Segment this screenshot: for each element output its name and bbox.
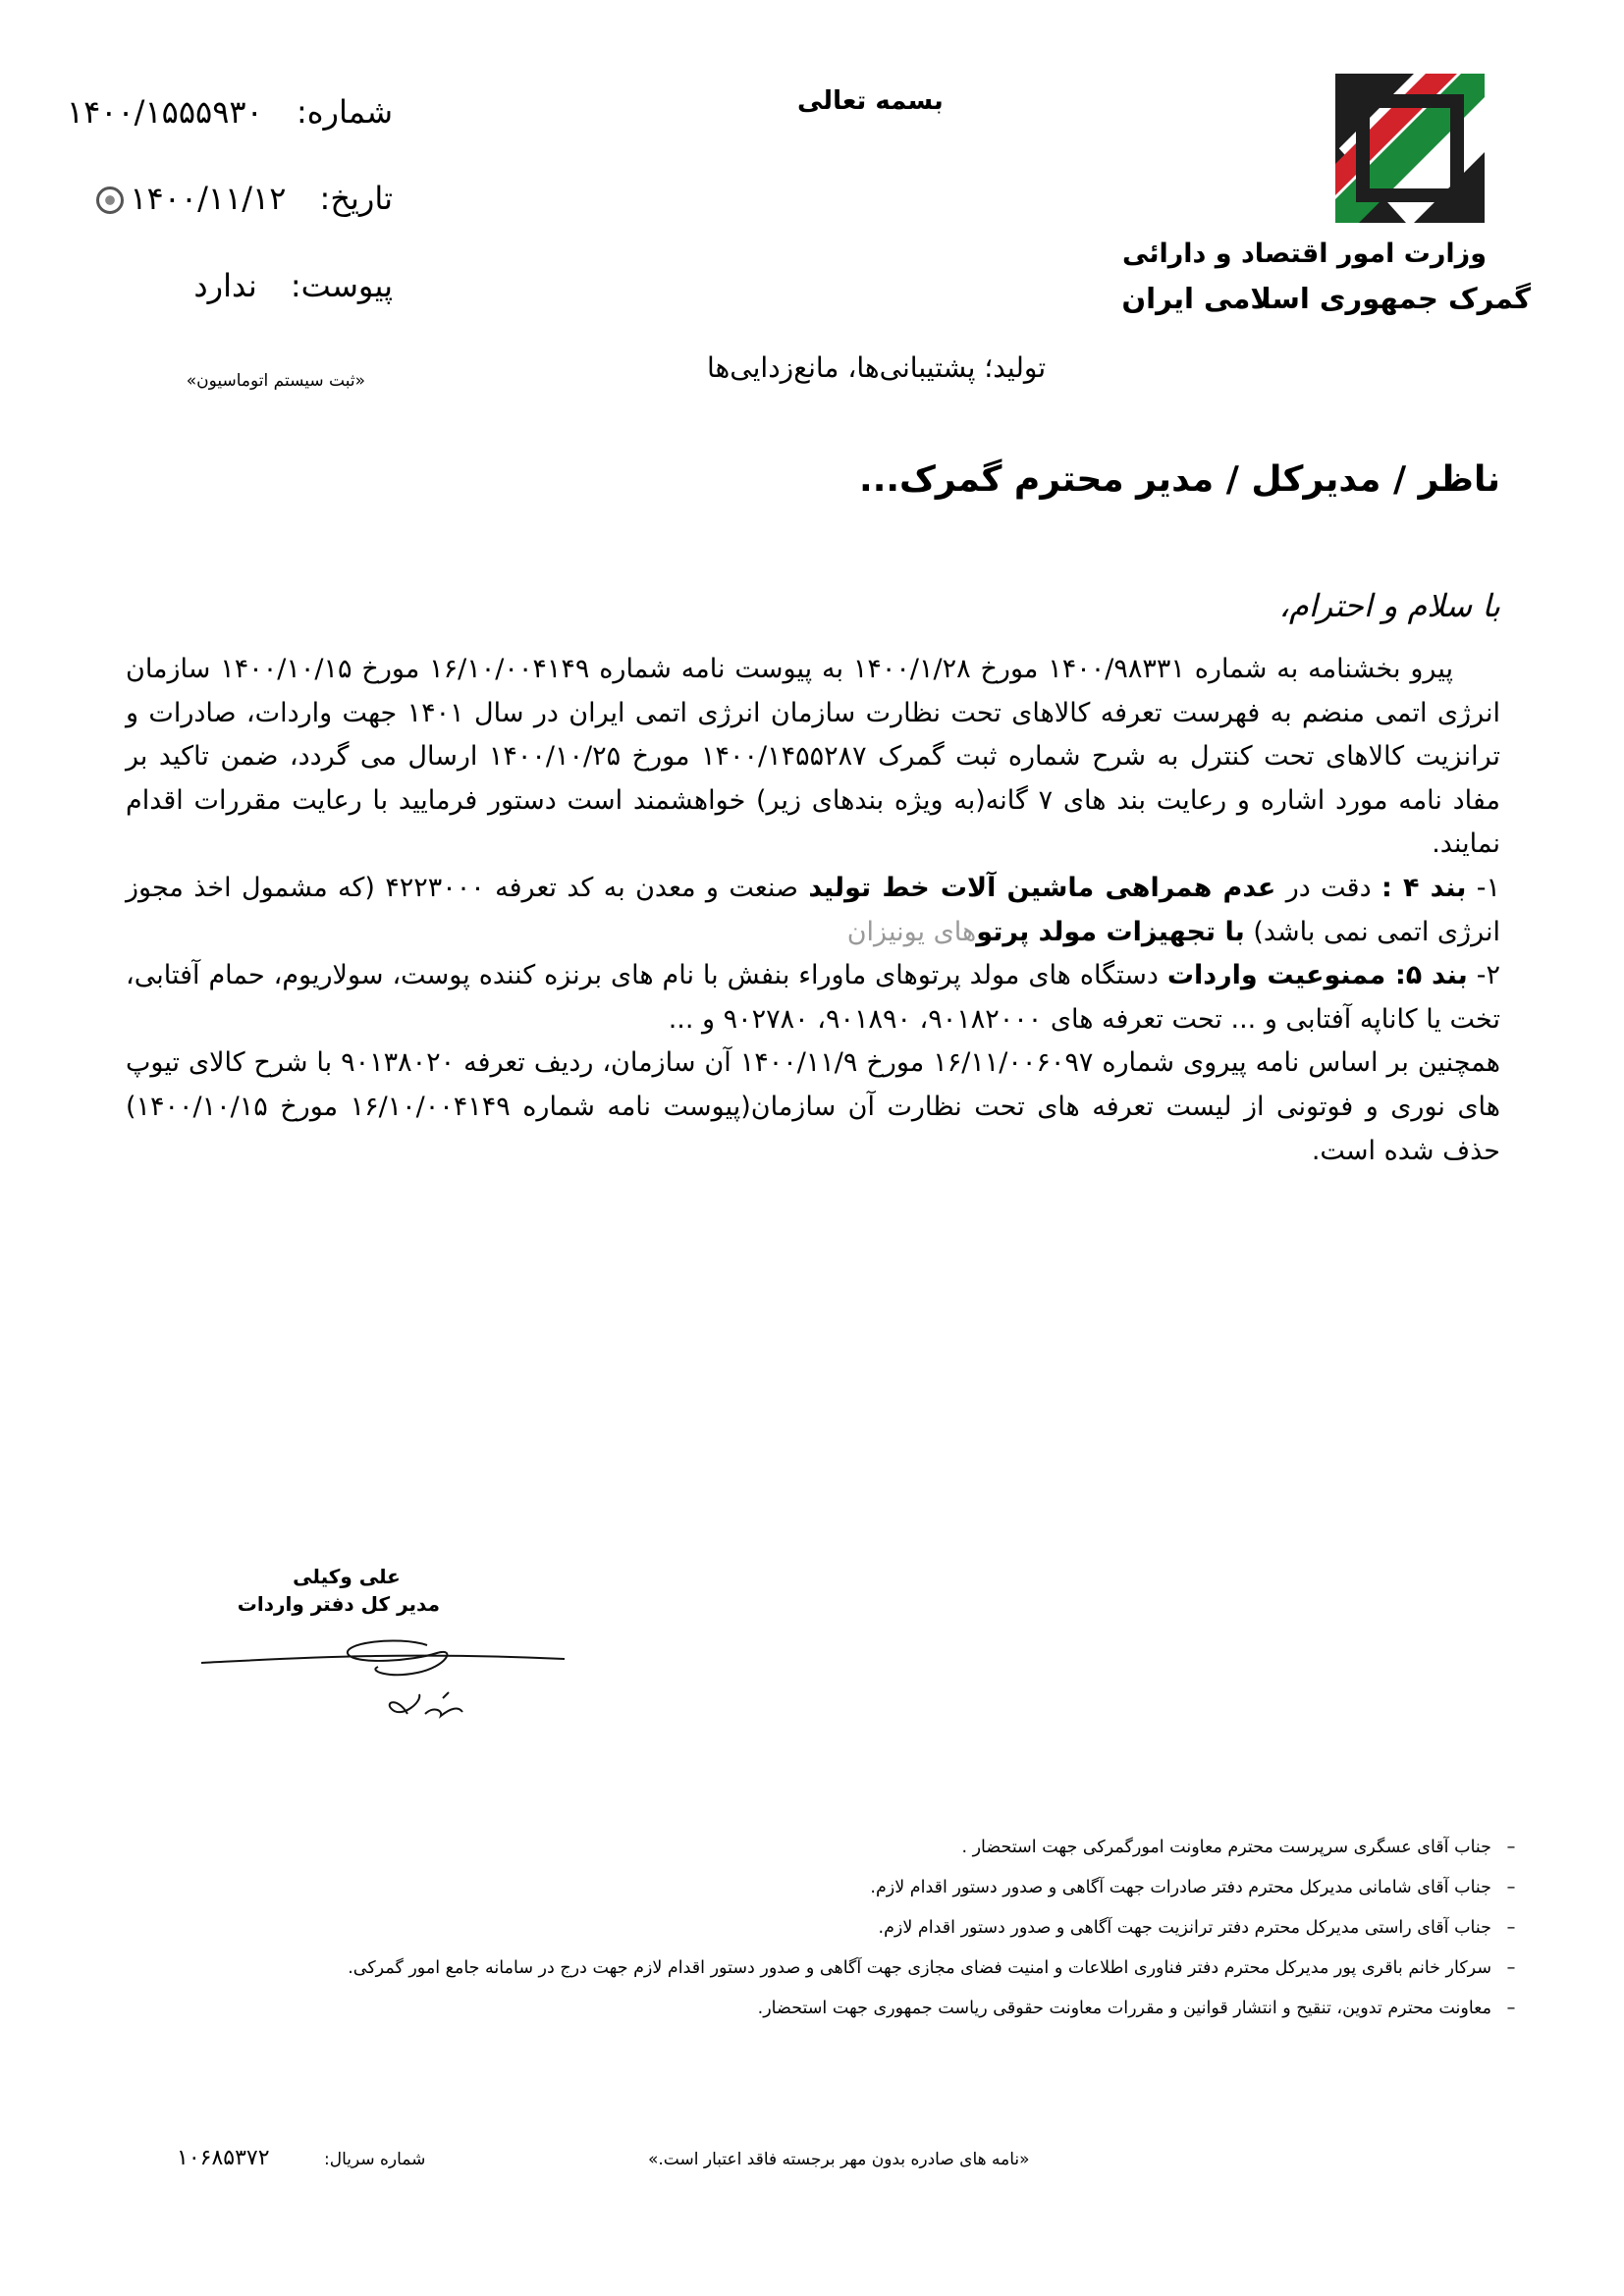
customs-emblem-icon — [1335, 74, 1485, 223]
item-1-emphasis-a: عدم همراهی ماشین آلات خط تولید — [808, 872, 1276, 903]
item-1-faded-text: های یونیزان — [846, 916, 977, 947]
cc-text: معاونت محترم تدوین، تنقیح و انتشار قوانین و مقررات معاونت حقوقی ریاست جمهوری جهت استحضار. — [757, 1999, 1491, 2018]
cc-text: جناب آقای راستی مدیرکل محترم دفتر ترانزیت جهت آگاهی و صدور دستور اقدام لازم. — [878, 1918, 1491, 1938]
cc-item — [156, 1868, 1531, 1908]
cc-text: سرکار خانم باقری پور مدیرکل محترم دفتر فناوری اطلاعات و امنیت فضای مجازی جهت آگاهی و صدور دستور اقدام لازم جهت درج در سامانه جامع امور گمرکی. — [348, 1958, 1491, 1978]
cc-dash: – — [1506, 1918, 1516, 1938]
letter-attachment — [193, 267, 393, 304]
item-2-number: ۲- — [1467, 960, 1500, 991]
cc-dash: – — [1506, 1958, 1516, 1978]
letter-date-value: ۱۴۰۰/۱۱/۱۲ — [130, 180, 287, 217]
item-1-label: بند ۴ : — [1380, 872, 1467, 903]
serial-number: ۱۰۶۸۵۳۷۲ — [177, 2146, 270, 2170]
subject-line: تولید؛ پشتیبانی‌ها، مانع‌زدایی‌ها — [707, 351, 1047, 384]
item-1-text-b: صنعت و معدن به کد تعرفه ۴۲۲۳۰۰۰ (که مشمول اخذ مجوز انرژی اتمی نمی باشد) — [126, 872, 1500, 947]
body-item-1 — [126, 867, 1500, 954]
organization-name: گمرک جمهوری اسلامی ایران — [1121, 282, 1531, 315]
greeting: با سلام و احترام، — [1278, 587, 1500, 624]
item-2-text: دستگاه های مولد پرتوهای ماوراء بنفش با نام های برنزه کننده پوست، سولاریوم، حمام آفتابی، تخت یا کاناپه آفتابی و ... تحت تعرفه های ۹۰۱۸۲۰۰۰، ۹۰۱۸۹۰، ۹۰۲۷۸۰ و ... — [126, 960, 1500, 1035]
body-item-2 — [126, 954, 1500, 1041]
addressee: ناظر / مدیرکل / مدیر محترم گمرک... — [859, 459, 1500, 500]
item-1-text-a: دقت در — [1275, 872, 1381, 903]
cc-dash: – — [1506, 1999, 1516, 2018]
letter-number-value: ۱۴۰۰/۱۵۵۵۹۳۰ — [66, 93, 263, 131]
letter-number-label: شماره: — [296, 93, 393, 131]
body-closing: همچنین بر اساس نامه پیروی شماره ۱۶/۱۱/۰۰۶۰۹۷ مورخ ۱۴۰۰/۱۱/۹ آن سازمان، ردیف تعرفه ۹۰۱۳۸۰۲۰ با شرح کالای تیوپ های نوری و فوتونی از لیست تعرفه های تحت نظارت آن سازمان(پیوست نامه شماره ۱۶/۱۰/۰۰۴۱۴۹ مورخ ۱۴۰۰/۱۰/۱۵) حذف شده است. — [126, 1047, 1500, 1166]
letter-body — [126, 648, 1500, 1173]
letter-date-label: تاریخ: — [319, 180, 393, 217]
registration-note: «ثبت سیستم اتوماسیون» — [186, 371, 365, 391]
serial-label: شماره سریال: — [324, 2150, 426, 2169]
stamp-dot-icon — [96, 187, 124, 214]
handwritten-signature — [201, 1637, 565, 1726]
cc-dash: – — [1506, 1878, 1516, 1897]
attachment-value: ندارد — [193, 267, 257, 304]
invocation: بسمه تعالی — [797, 86, 944, 116]
attachment-label: پیوست: — [290, 267, 393, 304]
signer-title: مدیر کل دفتر واردات — [237, 1592, 440, 1616]
letter-number — [67, 93, 393, 131]
cc-item — [156, 1908, 1531, 1949]
letter-date — [96, 180, 393, 217]
cc-item — [156, 1989, 1531, 2029]
cc-item — [156, 1949, 1531, 1989]
ministry-name: وزارت امور اقتصاد و دارائی — [1122, 239, 1487, 269]
body-intro: پیرو بخشنامه به شماره ۱۴۰۰/۹۸۳۳۱ مورخ ۱۴۰۰/۱/۲۸ به پیوست نامه شماره ۱۶/۱۰/۰۰۴۱۴۹ مورخ ۱۴۰۰/۱۰/۱۵ سازمان انرژی اتمی منضم به فهرست تعرفه کالاهای تحت نظارت سازمان انرژی اتمی ایران در سال ۱۴۰۱ جهت واردات، صادرات و ترانزیت کالاهای تحت کنترل به شرح شماره ثبت گمرک ۱۴۰۰/۱۴۵۵۲۸۷ مورخ ۱۴۰۰/۱۰/۲۵ ارسال می گردد، ضمن تاکید بر مفاد نامه مورد اشاره و رعایت بند های ۷ گانه(به ویژه بندهای زیر) خواهشمند است دستور فرمایید با رعایت مقررات اقدام نمایند. — [126, 654, 1501, 860]
cc-text: جناب آقای شامانی مدیرکل محترم دفتر صادرات جهت آگاهی و صدور دستور اقدام لازم. — [870, 1878, 1491, 1897]
validity-note: «نامه های صادره بدون مهر برجسته فاقد اعتبار است.» — [648, 2150, 1030, 2169]
cc-item — [156, 1828, 1531, 1868]
copy-recipients — [156, 1828, 1531, 2029]
signer-name: علی وکیلی — [293, 1565, 401, 1588]
signer-block — [237, 1563, 440, 1618]
cc-text: جناب آقای عسگری سرپرست محترم معاونت امورگمرکی جهت استحضار . — [961, 1838, 1491, 1857]
item-2-label: بند ۵: ممنوعیت واردات — [1166, 960, 1468, 991]
cc-dash: – — [1506, 1838, 1516, 1857]
item-1-number: ۱- — [1466, 872, 1500, 903]
item-1-emphasis-b: با تجهیزات مولد پرتو — [976, 916, 1245, 947]
